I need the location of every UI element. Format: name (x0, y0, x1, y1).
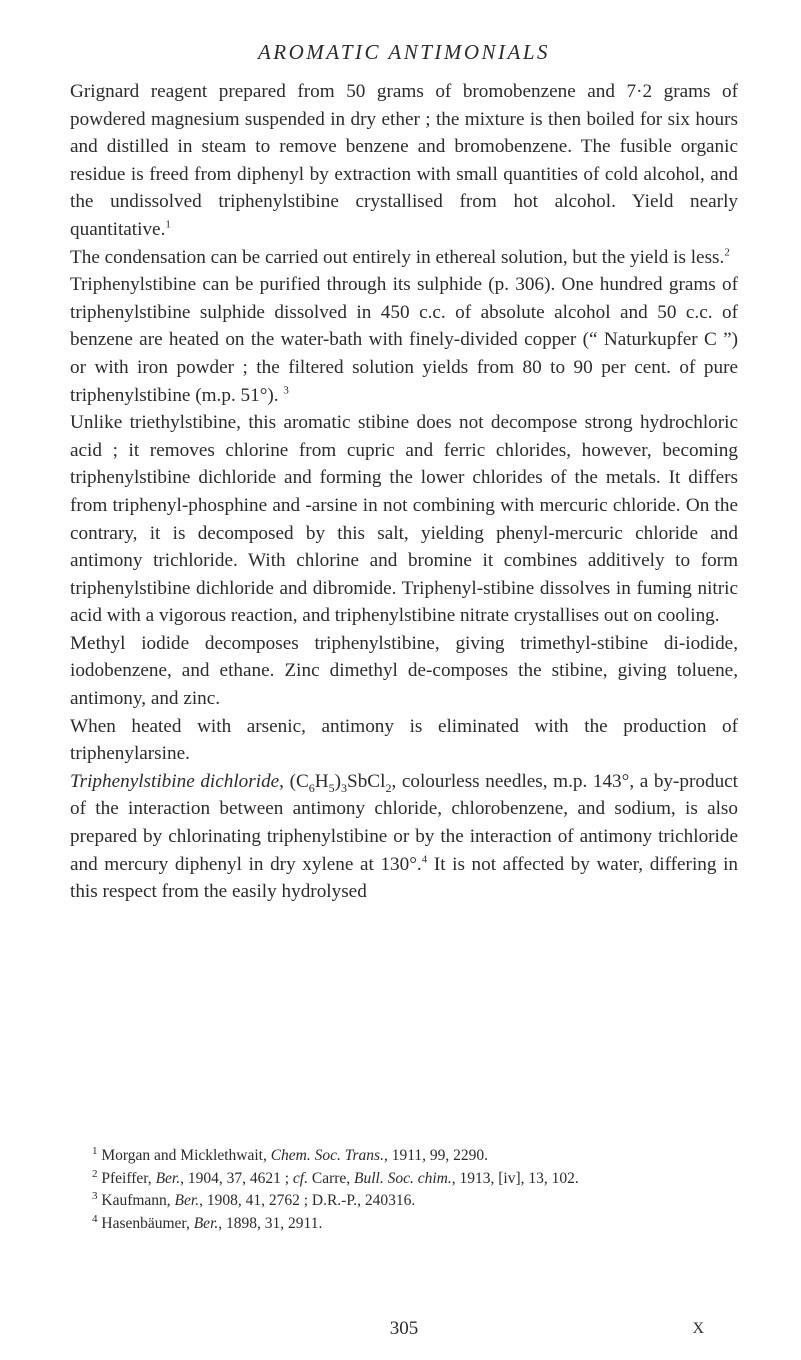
running-head: AROMATIC ANTIMONIALS (257, 40, 551, 64)
footnote-ref: 2 (724, 246, 730, 259)
paragraph-text: Grignard reagent prepared from 50 grams of bromobenzene and 7·2 grams of powdered magnesium suspended in dry ether ; the mixture is then boiled for six hours and distilled in steam to remove benzene and bromobenzene. The fusible organic residue is freed from diphenyl by extraction with small quantities of cold alcohol, and the undissolved triphenylstibine crystallised from hot alcohol. Yield nearly quantitative. (70, 81, 738, 240)
footnote: $^1$ Morgan and Micklethwait, Chem. Soc. Trans., 1911, 99, 2290. (92, 1144, 489, 1164)
paragraph (70, 244, 738, 272)
paragraph-text: Methyl iodide decomposes triphenylstibine, giving trimethyl-stibine di-iodide, iodobenzene, and ethane. Zinc dimethyl de-composes the stibine, giving toluene, antimony, and zinc. (70, 632, 738, 710)
footnote: $^3$ Kaufmann, Ber., 1908, 41, 2762 ; D.R.-P., 240316. (92, 1190, 416, 1210)
paragraph-text: Unlike triethylstibine, this aromatic stibine does not decompose strong hydrochloric acid ; it removes chlorine from cupric and ferric chlorides, however, becoming triphenylstibine dichloride and forming the lower chlorides of the metals. It differs from triphenyl-phosphine and -arsine in not combining with mercuric chloride. On the contrary, it is decomposed by this salt, yielding phenyl-mercuric chloride and antimony trichloride. With chlorine and bromine it combines additively to form triphenylstibine dichloride and dibromide. Triphenyl-stibine dissolves in fuming nitric acid with a vigorous reaction, and triphenylstibine nitrate crystallises out on cooling. (70, 412, 738, 627)
body-text (70, 78, 738, 906)
book-page (70, 0, 738, 1360)
signature-mark: X (692, 1320, 704, 1337)
paragraph (70, 78, 738, 244)
page-number: 305 (389, 1318, 419, 1339)
paragraph-text: Triphenylstibine can be purified through its sulphide (p. 306). One hundred grams of triphenylstibine sulphide dissolved in 450 c.c. of absolute alcohol and 50 c.c. of benzene are heated on the water-bath with finely-divided copper (“ Naturkupfer C ”) or with iron powder ; the filtered solution yields from 80 to 90 per cent. of pure triphenylstibine (m.p. 51°). (70, 274, 738, 406)
paragraph-text: The condensation can be carried out entirely in ethereal solution, but the yield is less. (70, 246, 725, 268)
footnote-ref: 3 (283, 384, 289, 397)
paragraph (70, 271, 738, 409)
paragraph (70, 768, 738, 906)
paragraph (70, 630, 738, 713)
paragraph-text: It is not affected by water, differing in this respect from the easily hydrolysed (70, 853, 738, 903)
paragraph (70, 713, 738, 768)
page-footer (70, 1318, 738, 1348)
compound-heading: Triphenylstibine dichloride, (70, 770, 284, 792)
footnotes (70, 1145, 738, 1235)
paragraph (70, 409, 738, 630)
footnote-ref: 1 (165, 218, 171, 231)
footnote: $^2$ Pfeiffer, Ber., 1904, 37, 4621 ; cf. Carre, Bull. Soc. chim., 1913, [iv], 13, 102. (92, 1167, 579, 1187)
chemical-formula: $(C_6H_5)_3SbCl_2$ (289, 770, 392, 795)
paragraph-text: When heated with arsenic, antimony is eliminated with the production of triphenylarsine. (70, 715, 738, 765)
footnote: $^4$ Hasenbäumer, Ber., 1898, 31, 2911. (92, 1212, 323, 1232)
paragraph-text: , colourless needles, m.p. 143°, a by-product of the interaction between antimony chloride, chlorobenzene, and sodium, is also prepared by chlorinating triphenylstibine or by the interaction of antimony trichloride and mercury diphenyl in dry xylene at 130°. (70, 770, 739, 875)
footnote-ref: 4 (421, 853, 428, 866)
